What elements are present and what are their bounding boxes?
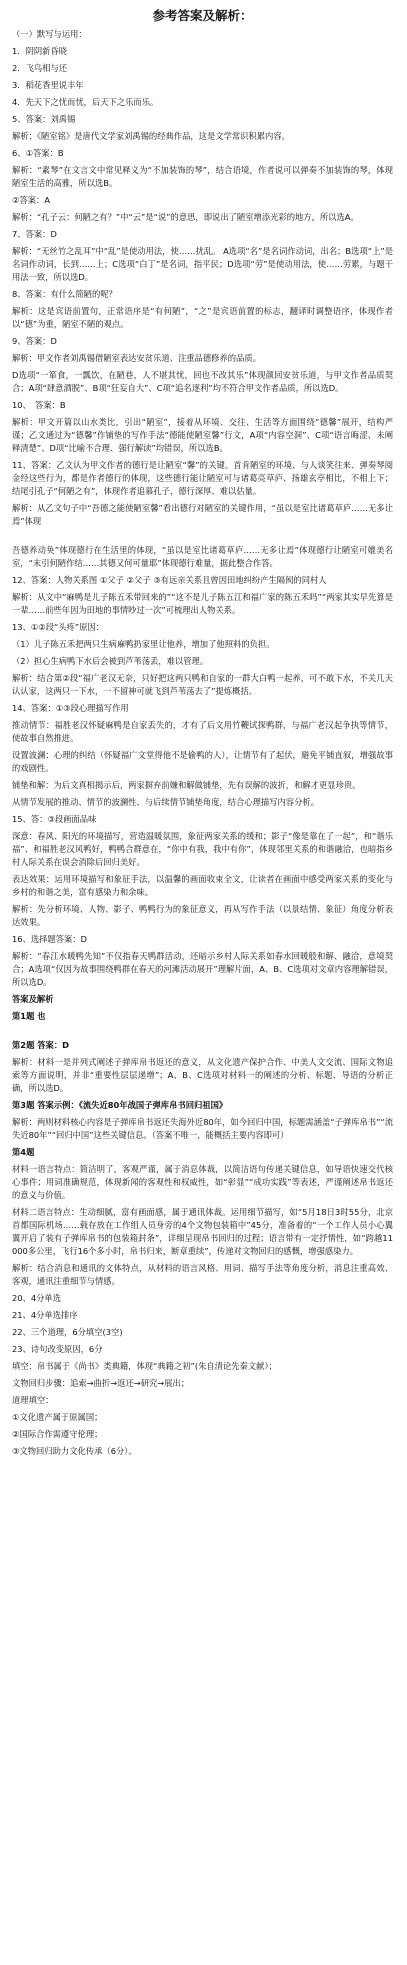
paragraph: 14、答案：①③段心理描写作用: [12, 703, 129, 713]
paragraph: 从情节发展的推动、情节的波澜性、与后续情节铺垫角度，结合心理描写内容分析。: [12, 797, 319, 807]
paragraph: ①文化遗产属于原属国；: [12, 1412, 103, 1422]
paragraph: 13、①②段“头疼”原因：: [12, 622, 105, 632]
paragraph: 解析：“孔子云：何陋之有？”中“云”是“说”的意思，即说出了陋室增添光彩的地方，所以选A。: [12, 212, 359, 222]
paragraph: 11、答案：乙文认为甲文作者的德行是让陋室“馨”的关键。首肯陋室的环境、与人谈笑往来、弹奏琴阅金经这些行为，都是作者德行的体现，这些德行能让陋室可与诸葛亮草庐、扬雄玄亭相比，不相上下；结尾引孔子“何陋之有”，体现作者追慕孔子，德行深厚、难以估量。: [12, 460, 393, 496]
paragraph: （2）担心生病鸭下水后会被到芦苇荡丢，难以管理。: [12, 656, 209, 666]
paragraph: 8、答案：有什么简陋的呢？: [12, 289, 117, 299]
paragraph: （1）儿子陈五禾把两只生病麻鸭扔家里让他养，增加了他照料的负担。: [12, 639, 275, 649]
paragraph: 解析：先分析环境、人物、影子、鸭鸭行为的象征意义，再从写作手法（以景结情、象征）角度分析表达效果。: [12, 904, 393, 927]
paragraph: 第2题 答案：D: [12, 1040, 70, 1050]
paragraph: 解析：材料一是并列式阐述子弹库帛书返还的意义，从文化遗产保护合作、中美人文交流、国际文物追索等方面说明，并非“重要性层层递增”；A、B、C选项对材料一的阐述的分析、标题、导语的分析正确，所以选D。: [12, 1057, 393, 1093]
paragraph: 第3题 答案示例：《流失近80年战国子弹库帛书回归祖国》: [12, 1100, 228, 1110]
paragraph: 文物回归步骤：追索→曲折→返还→研究→展出；: [12, 1378, 190, 1388]
paragraph: 4．先天下之忧而忧，后天下之乐而乐。: [12, 97, 159, 107]
paragraph: 解析：从乙文句子中“吾德之能使陋室馨”看出德行对陋室的关键作用，“虽以是室比诸葛草庐……无多让焉”体现: [12, 503, 393, 526]
paragraph: 填空：帛书属于《尚书》类典籍，体现“典籍之初”(朱自清论先秦文献）；: [12, 1361, 277, 1371]
paragraph: 23、诗句改变原因，6分: [12, 1344, 103, 1354]
paragraph: 12、答案：人物关系图 ①父子 ②父子 ③有远亲关系且曾因田地纠纷产生隔阂的同村人: [12, 575, 327, 585]
paragraph: 第1题 也: [12, 1011, 46, 1021]
paragraph: 推动情节：福胜老汉怀疑麻鸭是自家丢失的，才有了后文用竹鞭试探鸭群，与福广老汉起争执等情节，使故事自然推进。: [12, 720, 393, 743]
paragraph: 解析：两则材料核心内容是子弹库帛书返还失海外近80年，如今回归中国，标题需涵盖“子弹库帛书”“流失近80年”“回归中国”这些关键信息。（答案不唯一，能概括主要内容即可）: [12, 1117, 393, 1140]
paragraph: 解析：结合消息和通讯的文体特点，从材料的语言风格、用词、描写手法等角度分析，消息注重高效、客观，通讯注重细节与情感。: [12, 1263, 393, 1286]
paragraph: 表达效果：运用环境描写和象征手法，以温馨的画面收束全文，让读者在画面中感受两家关系的变化与乡村的和谐之美，富有感染力和余味。: [12, 874, 393, 897]
paragraph: （一）默写与运用：: [12, 29, 87, 39]
paragraph: 22、三个道理，6分填空(3空): [12, 1327, 123, 1337]
paragraph: 解析：结合第②段“福广老汉无奈，只好把这两只鸭和自家的一群大白鸭一起养，可不敢下水，不关几天认认家，这两只一下水，一不留神可就飞到芦苇荡去了”提炼概括。: [12, 673, 393, 696]
paragraph: 10、 答案：B: [12, 400, 66, 410]
paragraph: D选项“一箪食，一瓢饮，在陋巷，人不堪其忧，回也不改其乐”体现颜回安贫乐道，与甲文作者品质契合；A项“肆意酒脱”、B项“狂妄自大”、C项“追名逐利”均不符合甲文作者品质，所以选D。: [12, 370, 393, 393]
page-title: 参考答案及解析：: [152, 8, 253, 23]
paragraph: 答案及解析: [12, 994, 54, 1004]
paragraph: 20、4分单选: [12, 1293, 62, 1303]
paragraph: 6、①答案：B: [12, 148, 64, 158]
paragraph: 5、答案：刘禹锡: [12, 114, 76, 124]
paragraph: 15、答：③段画面品味: [12, 814, 97, 824]
paragraph: 16、选择题答案：D: [12, 934, 88, 944]
paragraph: 解析：甲文作者刘禹锡借陋室表达安贫乐道、注重品德修养的品质。: [12, 353, 261, 363]
paragraph: 1．阴阴新昏晓: [12, 46, 68, 56]
paragraph: 解析：从文中“麻鸭是儿子陈五禾带回来的”“这不是儿子陈五江和福广家的陈五禾吗”“两家其实早先算是一辈……前些年因为田地的事情吵过一次”可梳理出人物关系。: [12, 592, 393, 615]
paragraph: 铺垫和解：为后文真相揭示后，两家摒弃前嫌和解做铺垫，先有误解的波折，和解才更显珍贵。: [12, 780, 361, 790]
paragraph: 深意：春风、阳光的环境描写，营造温暖氛围，象征两家关系的缓和；影子“像是靠在了一起”，和“谐乐福”、和福胜老汉风鸭好，鸭鸭合群意在，“你中有我，我中有你”，体现邻里关系的和谐融洽，也暗指乡村人际关系在误会消除后回归美好。: [12, 831, 393, 867]
paragraph: 吾德养动奂”体现德行在生活里的体现，“虽以是室比诸葛草庐……无多让焉”体现德行让陋室可媲美名室，“末引何陋作结……其德又何可量耶”体现德行难量，据此整合作答。: [12, 545, 393, 568]
paragraph: 解析：“无丝竹之乱耳”中“乱”是使动用法，使……扰乱。 A选项“名”是名词作动词，出名；B选项“上”是名词作动词，长到……上；C选项“白丁”是名词，指平民；D选项“劳”是使动用法，使……劳累，与题干用法一致，所以选D。: [12, 246, 393, 282]
paragraph: 设置波澜：心理的纠结（怀疑福广文堂得他不是偷鸭的人），让情节有了起伏，避免平铺直叙，增强故事的戏剧性。: [12, 750, 393, 773]
paragraph: 材料一语言特点：简洁明了，客观严谨，属于消息体裁，以简洁语句传递关键信息，如导语快速交代核心事件；用词准确规范，体现新闻的客观性和权威性，如“彰显”“成功实践”等表述，严谨阐述帛书返还的意义与价值。: [12, 1164, 393, 1200]
paragraph: 解析：这是宾语前置句，正常语序是“有何陋”，“之”是宾语前置的标志，翻译时调整语序，体现作者以“德”为重，陋室不陋的观点。: [12, 306, 393, 329]
content-body: [12, 28, 393, 1458]
paragraph: 解析：《陋室铭》是唐代文学家刘禹锡的经典作品，这是文学常识积累内容。: [12, 131, 290, 141]
spacer: [12, 1027, 393, 1039]
paragraph: 2．飞鸟相与还: [12, 63, 68, 73]
paragraph: 第4题: [12, 1147, 35, 1157]
paragraph: 21、4分单选排序: [12, 1310, 78, 1320]
paragraph: ②国际合作需遵守伦理；: [12, 1429, 103, 1439]
paragraph: 解析：“春江水暖鸭先知”不仅指春天鸭群活动，还暗示乡村人际关系如春水回暖般和解、融洽，意境契合；A选项“仅因为故事围绕鸭群在春天的河滩活动展开”理解片面，A、B、C选项对文章内容理解错误，所以选D。: [12, 951, 393, 987]
paragraph: ②答案：A: [12, 195, 51, 205]
spacer: [12, 532, 393, 544]
paragraph: ③文物回归助力文化传承（6分）。: [12, 1446, 137, 1456]
paragraph: 3．稻花香里说丰年: [12, 80, 84, 90]
paragraph: 9、答案：D: [12, 336, 57, 346]
paragraph: 7、答案：D: [12, 229, 57, 239]
paragraph: 解析：甲文开篇以山水类比，引出“陋室”，接着从环境、交往、生活等方面围绕“德馨”展开，结构严谨；乙文通过为“德馨”作铺垫的写作手法“德能使陋室馨”行文，A项“内容空洞”、C项“语言晦涩、未阐释清楚”、D项“比喻不合理、强行解读”均错误，所以选B。: [12, 417, 393, 453]
paragraph: 道理填空：: [12, 1395, 54, 1405]
paragraph: 解析：“素琴”在文言文中常见释义为“不加装饰的琴”，结合语境，作者说可以弹奏不加装饰的琴，体现陋室生活的高雅，所以选B。: [12, 165, 393, 188]
paragraph: 材料二语言特点：生动细腻，富有画面感，属于通讯体裁。运用细节描写，如“5月18日3时55分，北京首都国际机场……载存放在工作组人员身旁的4个文物包装箱中”45分，准备着的“一个工作人员小心翼翼开启了装有子弹库帛书的包装箱封条”，详细呈现帛书回归的过程；语言带有一定抒情性，如“跨越11000多公里，飞行16个多小时，帛书归来，断章重续”，传递对文物回归的感慨，增强感染力。: [12, 1207, 393, 1256]
